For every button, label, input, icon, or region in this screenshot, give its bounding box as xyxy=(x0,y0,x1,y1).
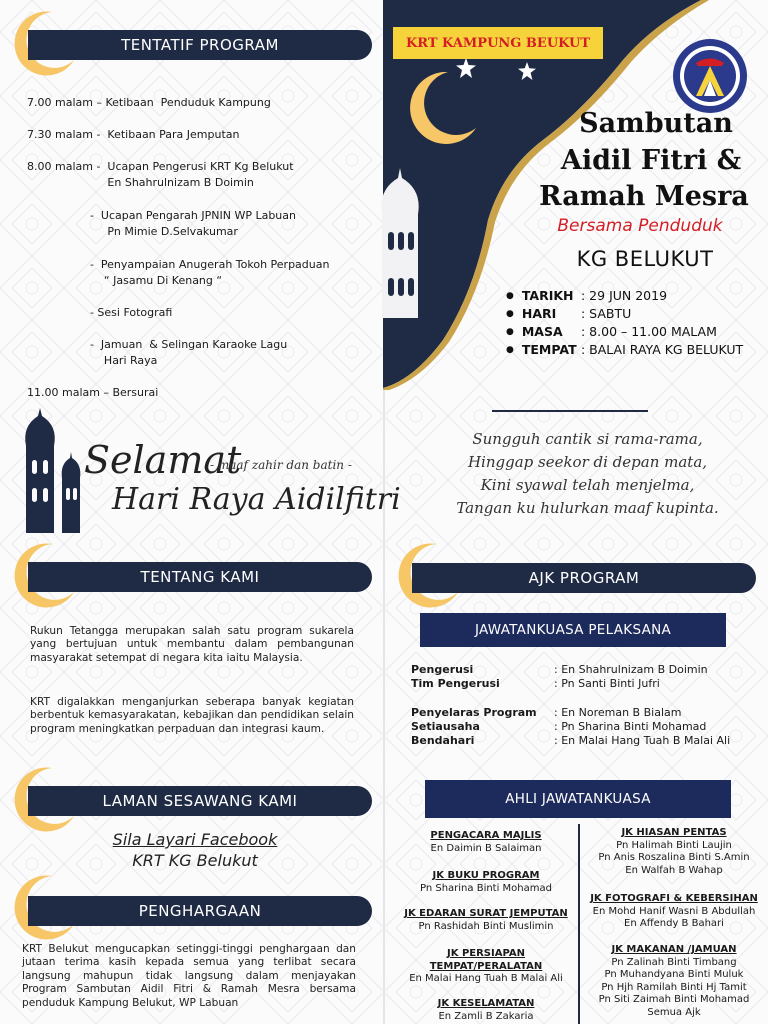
tentatif-heading-label: TENTATIF PROGRAM xyxy=(121,36,279,54)
group-member: Pn Halimah Binti Laujin xyxy=(616,839,732,851)
pantun-rule xyxy=(492,410,648,412)
pantun-line: Tangan ku hulurkan maaf kupinta. xyxy=(456,499,719,517)
group-heading: TEMPAT/PERALATAN xyxy=(429,960,543,972)
detail-tarikh xyxy=(506,288,667,303)
detail-value: : 29 JUN 2019 xyxy=(581,288,668,303)
schedule-item: Hari Raya xyxy=(27,354,158,367)
schedule-item: - Jamuan & Selingan Karaoke Lagu xyxy=(27,338,288,351)
role-row xyxy=(411,720,706,733)
schedule-item: Pn Mimie D.Selvakumar xyxy=(27,225,238,238)
crescent-moon-icon xyxy=(400,68,480,148)
committee-group xyxy=(398,830,574,855)
mosque-icon xyxy=(18,408,88,533)
group-heading: JK FOTOGRAFI & KEBERSIHAN xyxy=(590,893,758,904)
role-name: : En Malai Hang Tuah B Malai Ali xyxy=(554,734,731,747)
star-icon xyxy=(518,62,536,80)
group-member: Pn Zalinah Binti Timbang xyxy=(611,956,737,968)
role-label: Bendahari xyxy=(411,734,475,747)
group-member: En Mohd Hanif Wasni B Abdullah xyxy=(592,905,756,917)
detail-label: ● TEMPAT xyxy=(506,342,581,357)
committee-group xyxy=(398,908,574,933)
tentang-heading xyxy=(28,562,372,592)
group-member: Pn Rashidah Binti Muslimin xyxy=(418,920,554,932)
role-name: : En Shahrulnizam B Doimin xyxy=(554,663,708,676)
ahli-box xyxy=(425,780,731,818)
group-member: En Malai Hang Tuah B Malai Ali xyxy=(409,973,563,984)
krt-badge-label: KRT KAMPUNG BEUKUT xyxy=(405,35,591,51)
penghargaan-heading-label: PENGHARGAAN xyxy=(138,902,262,920)
role-row xyxy=(411,706,681,719)
role-row xyxy=(411,677,660,690)
detail-label: ● TARIKH xyxy=(506,288,581,303)
schedule-item: 11.00 malam – Bersurai xyxy=(27,386,159,399)
schedule-item: - Penyampaian Anugerah Tokoh Perpaduan xyxy=(27,258,330,271)
detail-tempat xyxy=(506,342,743,357)
detail-value: : SABTU xyxy=(581,306,632,321)
schedule-item: “ Jasamu Di Kenang “ xyxy=(27,274,223,287)
greeting-tagline: - maaf zahir dan batin - xyxy=(210,458,352,472)
tentang-heading-label: TENTANG KAMI xyxy=(140,568,260,586)
detail-label: ● HARI xyxy=(506,306,581,321)
detail-value: : 8.00 – 11.00 MALAM xyxy=(581,324,717,339)
schedule-item: - Ucapan Pengarah JPNIN WP Labuan xyxy=(27,209,296,222)
tentatif-heading xyxy=(28,30,372,60)
schedule-item: 7.00 malam – Ketibaan Penduduk Kampung xyxy=(27,96,271,109)
schedule-item: En Shahrulnizam B Doimin xyxy=(27,176,254,189)
event-place: KG BELUKUT xyxy=(576,247,714,271)
group-heading: JK MAKANAN /JAMUAN xyxy=(611,944,737,955)
role-label: Pengerusi xyxy=(411,663,474,676)
ajk-heading-label: AJK PROGRAM xyxy=(528,569,640,587)
rukun-tetangga-logo xyxy=(672,38,748,114)
group-member: Pn Hjh Ramilah Binti Hj Tamit xyxy=(601,981,747,993)
committee-column-rule xyxy=(578,824,580,1024)
ahli-title: AHLI JAWATANKUASA xyxy=(505,791,651,807)
committee-group xyxy=(398,948,574,986)
group-member: En Daimin B Salaiman xyxy=(430,842,542,854)
role-label: Penyelaras Program xyxy=(411,706,537,719)
facebook-link[interactable]: Sila Layari Facebook xyxy=(112,830,278,849)
pantun-line: Kini syawal telah menjelma, xyxy=(480,476,695,494)
schedule-item: 7.30 malam - Ketibaan Para Jemputan xyxy=(27,128,240,141)
role-row xyxy=(411,663,708,676)
group-heading: JK EDARAN SURAT JEMPUTAN xyxy=(404,908,568,919)
role-label: Setiausaha xyxy=(411,720,480,733)
group-heading: JK KESELAMATAN xyxy=(437,998,535,1009)
detail-hari xyxy=(506,306,631,321)
event-title-line-1: Sambutan xyxy=(579,108,733,139)
group-heading: JK BUKU PROGRAM xyxy=(432,870,540,881)
group-member: Pn Anis Roszalina Binti S.Amin xyxy=(598,852,750,863)
committee-group xyxy=(398,998,574,1023)
laman-heading xyxy=(28,786,372,816)
event-title-line-3: Ramah Mesra xyxy=(539,181,749,212)
tentang-paragraph-2: KRT digalakkan menganjurkan seberapa banyak kegiatan berbentuk kemasyarakatan, kebajikan dan pendidikan selain program meningkatkan perpaduan dan integrasi kaum. xyxy=(30,696,354,735)
committee-group xyxy=(398,870,574,895)
penghargaan-heading xyxy=(28,896,372,926)
facebook-page-name: KRT KG Belukut xyxy=(132,851,258,870)
detail-label: ● MASA xyxy=(506,324,581,339)
committee-group xyxy=(584,893,764,931)
penghargaan-text: KRT Belukut mengucapkan setinggi-tinggi penghargaan dan jutaan terima kasih kepada semua yang terlibat secara langsung mahupun tidak langsung dalam menjayakan Program Sambutan Aidil Fitri & Ramah Mesra bersama penduduk Kampung Belukut, WP Labuan xyxy=(22,943,356,1009)
role-label: Tim Pengerusi xyxy=(411,677,500,690)
pelaksana-box xyxy=(420,613,726,647)
role-row xyxy=(411,734,730,747)
pantun-line: Hinggap seekor di depan mata, xyxy=(467,453,708,471)
tentang-paragraph-1: Rukun Tetangga merupakan salah satu program sukarela yang bertujuan untuk membantu dalam pembangunan masyarakat setempat di negara kita iaitu Malaysia. xyxy=(30,625,354,664)
group-member: Pn Siti Zaimah Binti Mohamad xyxy=(598,994,750,1005)
ajk-heading xyxy=(412,563,756,593)
group-heading: JK HIASAN PENTAS xyxy=(621,827,727,838)
group-member: Pn Muhandyana Binti Muluk xyxy=(604,969,744,980)
committee-group xyxy=(584,944,764,1019)
role-name: : Pn Sharina Binti Mohamad xyxy=(554,720,707,733)
event-title-line-2: Aidil Fitri & xyxy=(560,145,742,176)
detail-masa xyxy=(506,324,717,339)
pantun-line: Sungguh cantik si rama-rama, xyxy=(472,430,703,448)
group-member: En Affendy B Bahari xyxy=(624,918,724,929)
detail-value: : BALAI RAYA KG BELUKUT xyxy=(581,342,744,357)
greeting-hari-raya: Hari Raya Aidilfitri xyxy=(112,482,401,517)
committee-group xyxy=(584,827,764,877)
role-name: : Pn Santi Binti Jufri xyxy=(554,677,660,690)
role-name: : En Noreman B Bialam xyxy=(554,706,682,719)
event-subtitle: Bersama Penduduk xyxy=(557,216,723,236)
schedule-item: - Sesi Fotografi xyxy=(27,306,173,319)
group-heading: PENGACARA MAJLIS xyxy=(430,830,542,841)
schedule-item: 8.00 malam - Ucapan Pengerusi KRT Kg Belukut xyxy=(27,160,294,173)
star-icon xyxy=(456,58,476,78)
laman-heading-label: LAMAN SESAWANG KAMI xyxy=(102,792,298,810)
group-member: Semua Ajk xyxy=(647,1006,701,1018)
greeting-selamat: Selamat xyxy=(84,438,242,482)
mosque-icon xyxy=(378,168,438,318)
group-member: En Walfah B Wahap xyxy=(625,864,723,876)
krt-badge xyxy=(393,27,603,59)
pelaksana-title: JAWATANKUASA PELAKSANA xyxy=(474,622,672,638)
group-member: En Zamli B Zakaria xyxy=(438,1010,534,1022)
group-heading: JK PERSIAPAN xyxy=(447,948,525,959)
group-member: Pn Sharina Binti Mohamad xyxy=(419,882,552,894)
